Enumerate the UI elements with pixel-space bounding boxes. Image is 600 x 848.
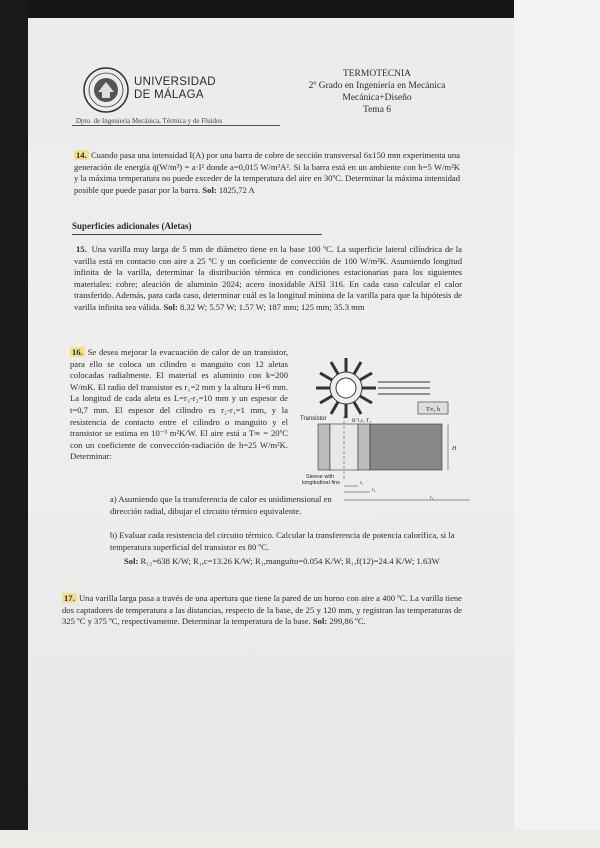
solution-value: R₁₂=638 K/W; R₁,c=13.26 K/W; R₁,manguito=0.054 K/W; R₁,f(12)=24.4 K/W; 1.63W bbox=[140, 556, 440, 566]
course-degree: 2º Grado en Ingeniería en Mecánica bbox=[308, 81, 446, 91]
label-rtc: R″t,c, T₁ bbox=[352, 418, 372, 424]
label-sleeve-line2: longitudinal fins bbox=[302, 480, 340, 486]
photo-border-right bbox=[514, 0, 600, 848]
problem-16 bbox=[70, 347, 288, 463]
problem-number: 16. bbox=[72, 347, 83, 357]
problem-16-part-b: b) Evaluar cada resistencia del circuito térmico. Calcular la transferencia de potencia calorífica, si la temperatura superficial del transistor es 80 ºC. bbox=[110, 530, 455, 552]
photo-border-top bbox=[0, 0, 600, 18]
problem-number: 17. bbox=[64, 593, 75, 603]
department-name: Dpto. de Ingeniería Mecánica, Térmica y de Fluidos bbox=[76, 117, 223, 125]
university-name bbox=[134, 76, 216, 102]
university-line2: DE MÁLAGA bbox=[134, 89, 204, 101]
label-H: H bbox=[452, 446, 457, 452]
label-sleeve-line1: Sleeve with bbox=[306, 474, 335, 480]
solution-label: Sol: bbox=[312, 616, 328, 627]
label-r1: r₁ bbox=[360, 481, 364, 486]
problem-text: Se desea mejorar la evacuación de calor de un transistor, para ello se coloca un cilindro o manguito con 12 aletas colocadas radialmente. El material es aluminio con k=200 W/mK. El radio del transistor es r₁=2 mm y la altura H=6 mm. La longitud de cada aleta es L=r₃-r₂=10 mm y un espesor de t=0,7 mm. El espesor del cilindro es r₂-r₁=1 mm, y la resistencia de contacto entre el cilindro o manguito y el transistor se estima en 10⁻³ m²K/W. El aire está a T∞ = 20ºC con un coeficiente de convección-radiación de h=25 W/m²K. Determinar: bbox=[70, 347, 288, 462]
problem-text: Una varilla muy larga de 5 mm de diámetro tiene en la base 100 ºC. La superficie lateral cilíndrica de la varilla está en contacto con aire a 25 ºC y un coeficiente de convección de 100 W/m²K. Asumiendo longitud infinita de la varilla, determinar la distribución térmica en condiciones estacionarias para los siguientes materiales: cobre; aleación de aluminio 2024; acero inoxidable AISI 316. En cada caso calcular el calor transferido. Además, para cada caso, determinar cuál es la longitud mínima de la varilla para que la hipótesis de varilla infinita sea válida. bbox=[74, 244, 462, 312]
label-r2: r₂ bbox=[372, 488, 376, 493]
section-underline bbox=[72, 234, 322, 235]
problem-text: Cuando pasa una intensidad I(A) por una barra de cobre de sección transversal 6x150 mm experimenta una generación de energía q̇(W/m³) = a·I² donde a=0,015 W/m³A². Si la barra está en un ambiente con h=5 W/m²K y la máxima temperatura no puede exceder de la temperatura del aire en 30ºC. Determinar la máxima intensidad posible que puede pasar por la barra. bbox=[74, 150, 460, 195]
label-r3: r₃ bbox=[430, 496, 434, 501]
solution-value: 1825,72 A bbox=[218, 184, 255, 195]
problem-15 bbox=[74, 244, 462, 314]
photo-border-left bbox=[0, 0, 28, 848]
problem-14 bbox=[74, 150, 460, 196]
label-tinf: T∞, h bbox=[426, 407, 440, 413]
problem-16-part-a: a) Asumiendo que la transferencia de calor es unidimensional en dirección radial, dibujar el circuito térmico equivalente. bbox=[110, 494, 332, 516]
header-divider bbox=[72, 125, 280, 126]
solution-label: Sol: bbox=[202, 184, 217, 195]
radius-dimensions bbox=[344, 486, 470, 500]
photo-border-bottom bbox=[0, 830, 600, 848]
solution-value: 299,86 ºC. bbox=[329, 616, 366, 627]
problem-number: 15. bbox=[76, 244, 87, 254]
section-title: Superficies adicionales (Aletas) bbox=[72, 221, 192, 231]
course-specialty: Mecánica+Diseño bbox=[342, 93, 412, 103]
problem-text: Una varilla larga pasa a través de una apertura que tiene la pared de un horno con aire a 400 ºC. La varilla tiene dos captadores de temperatura a las distancias, respecto de la base, de 25 y 120 mm, y registran las temperaturas de 325 ºC y 375 ºC, respectivamente. Determinar la temperatura de la base. bbox=[62, 593, 462, 627]
transistor-fin-diagram bbox=[300, 352, 480, 512]
course-block bbox=[288, 68, 466, 116]
problem-number: 14. bbox=[76, 150, 87, 160]
solution-label: Sol: bbox=[163, 301, 178, 312]
lead-wires bbox=[378, 382, 430, 394]
label-transistor: Transistor bbox=[300, 416, 327, 422]
finned-sleeve-top-view bbox=[316, 358, 376, 418]
sleeve-cross-section bbox=[318, 416, 442, 480]
course-title: TERMOTECNIA bbox=[342, 69, 412, 79]
solution-value: 8.32 W; 5.57 W; 1.57 W; 187 mm; 125 mm; 35.3 mm bbox=[179, 301, 365, 312]
course-topic: Tema 6 bbox=[362, 105, 392, 115]
solution-label: Sol: bbox=[124, 556, 139, 566]
problem-16-solution bbox=[124, 556, 464, 568]
problem-17 bbox=[62, 593, 462, 628]
university-seal-icon bbox=[82, 66, 130, 114]
university-line1: UNIVERSIDAD bbox=[134, 76, 216, 88]
